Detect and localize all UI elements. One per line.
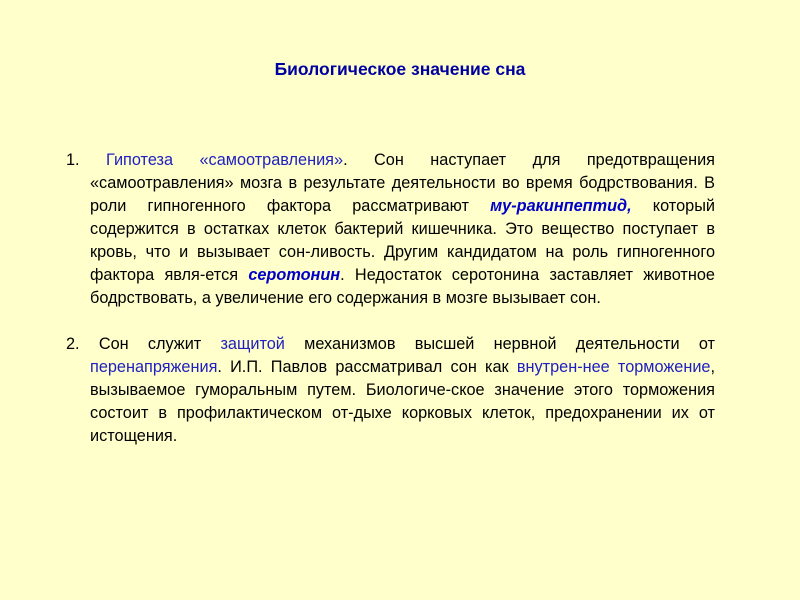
list-item-1 [66, 149, 715, 310]
hypothesis-term: Гипотеза «самоотравления» [106, 151, 344, 169]
item-text: Сон служит [98, 335, 221, 353]
item-number: 1. [66, 151, 107, 169]
slide-title: Биологическое значение сна [274, 59, 526, 79]
item-text: механизмов высшей нервной деятельности от [284, 335, 715, 353]
item-text: . Недостаток серотонина заставляет животное бодрствовать, а увеличение его содержания в мозге вызывает сон. [90, 266, 715, 307]
item-number: 2. [66, 335, 99, 353]
internal-inhibition-term: внутрен-нее торможение [516, 358, 711, 376]
protection-term: защитой [220, 335, 285, 353]
content-list [66, 149, 715, 471]
serotonin-term: серотонин [248, 266, 341, 284]
item-text: . И.П. Павлов рассматривал сон как [217, 358, 517, 376]
item-text: , вызываемое гуморальным путем. Биологиче-ское значение этого торможения состоит в профилактическом от-дыхе корковых клеток, предохранении их от истощения. [90, 358, 715, 445]
overstrain-term: перенапряжения [90, 358, 218, 376]
item-text: который содержится в остатках клеток бактерий кишечника. Это вещество поступает в кровь, что и вызывает сон-ливость. Другим кандидатом на роль гипногенного фактора явля-ется [90, 197, 715, 284]
muramyl-peptide-term: му-ракинпептид, [490, 197, 632, 215]
list-item-2 [66, 333, 715, 448]
item-text: . Сон наступает для предотвращения «самоотравления» мозга в результате деятельности во время бодрствования. В роли гипногенного фактора рассматривают [90, 151, 715, 215]
